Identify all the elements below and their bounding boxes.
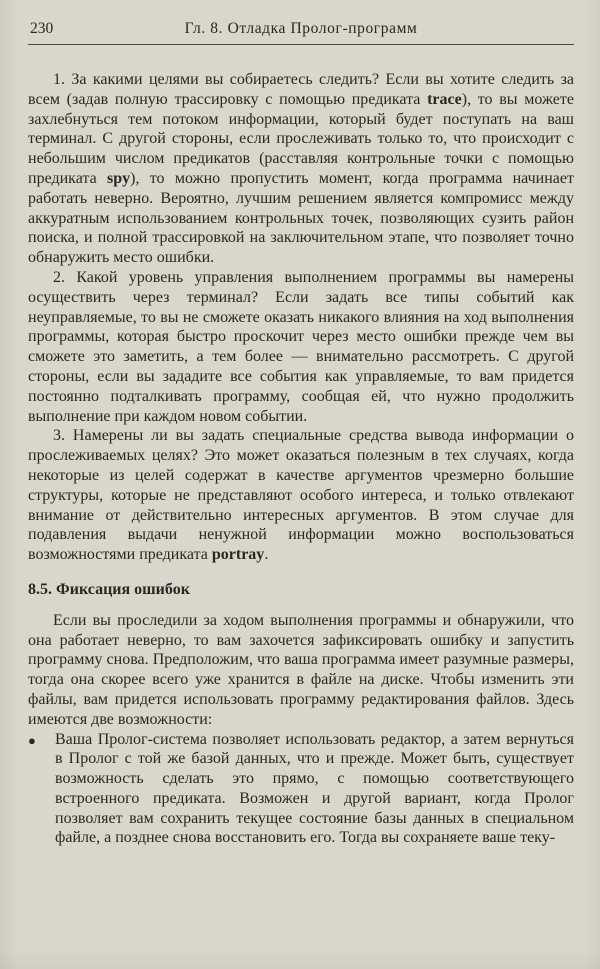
text-run: 2. Какой уровень управления выполнением программы вы намерены осуществить через терминал? Если задать все типы событий как неуправляемые, то вы не сможете оказать никакого влияния на ход выполнения программы, которая быстро проскочит через место ошибки прежде чем вы сможете это заметить, а тем более — внимательно рассмотреть. С другой стороны, если вы зададите все события как управляемые, то вам придется постоянно подталкивать программу, сообщая ей, что нужно продолжить выполнение при каждом новом событии. xyxy=(28,268,574,425)
text-run: 3. Намерены ли вы задать специальные средства вывода информации о прослеживаемых целях? Это может оказаться полезным в тех случаях, когда некоторые из целей содержат в качестве аргументов чрезмерно большие структуры, которые не представляют особого интереса, и только отвлекают внимание от действительно интересных аргументов. В этом случае для подавления выдачи ненужной информации можно воспользоваться возможностями предиката xyxy=(28,427,574,564)
predicate-name: trace xyxy=(427,90,462,108)
text-run: Если вы проследили за ходом выполнения программы и обнаружили, что она работает неверно, то вам захочется зафиксировать ошибку и запустить программу снова. Предположим, что ваша программа имеет разумные размеры, тогда она скорее всего уже хранится в файле на диске. Чтобы изменить эти файлы, вам придется использовать программу редактирования файлов. Здесь имеются две возможности: xyxy=(28,611,574,728)
paragraph xyxy=(28,70,574,268)
page-content xyxy=(28,20,574,848)
predicate-name: portray xyxy=(211,546,265,564)
text-run: 1. За какими целями вы собираетесь следить? Если вы хотите следить за всем (задав полную трассировку с помощью предиката xyxy=(28,71,574,108)
text-run: ), то вы можете захлебнуться тем потоком информации, который будет поступать на ваш терминал. С другой стороны, если прослеживать только то, что происходит с небольшим числом предикатов (расставляя контрольные точки с помощью предиката xyxy=(28,90,574,187)
section-heading: 8.5. Фиксация ошибок xyxy=(28,580,190,598)
text-run: Ваша Пролог-система позволяет использовать редактор, а затем вернуться в Пролог с той же базой данных, что и прежде. Может быть, существует возможность сделать это прямо, с помощью соответствующего встроенного предиката. Возможен и другой вариант, когда Пролог позволяет вам сохранить текущее состояние базы данных в специальном файле, а позднее снова восстановить его. Тогда вы сохраняете ваше теку- xyxy=(55,730,574,847)
paragraph xyxy=(28,268,574,426)
page-number: 230 xyxy=(30,20,54,37)
paragraph xyxy=(28,426,574,565)
bullet-item xyxy=(28,730,574,849)
running-title: Гл. 8. Отладка Пролог-программ xyxy=(184,20,418,37)
page-body xyxy=(28,70,574,848)
text-run: ), то можно пропустить момент, когда программа начинает работать неверно. Вероятно, лучшим решением является компромисс между аккуратным использованием контрольных точек, позволяющих сузить район поиска, и полной трассировкой на заключительном этапе, что позволяет точно обнаружить место ошибки. xyxy=(28,169,575,267)
text-run: . xyxy=(264,546,269,564)
paragraph xyxy=(28,611,574,730)
bullet-icon: ● xyxy=(28,732,36,748)
predicate-name: spy xyxy=(106,169,131,187)
page-header xyxy=(28,20,574,40)
header-rule xyxy=(28,44,574,45)
